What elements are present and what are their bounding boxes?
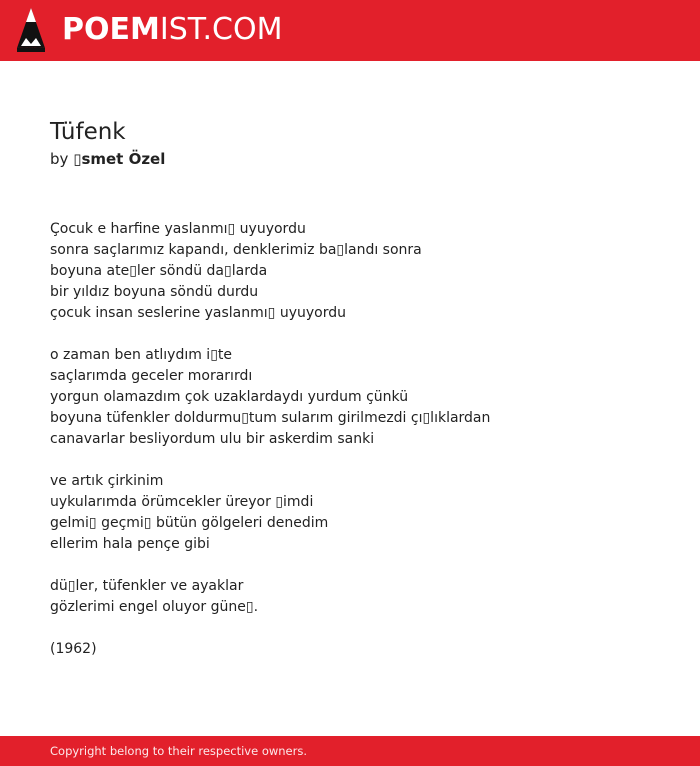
brand-bold: POEM bbox=[62, 12, 160, 47]
site-logo[interactable] bbox=[62, 12, 282, 48]
site-footer bbox=[0, 736, 700, 766]
poem-line: (1962) bbox=[50, 641, 97, 657]
poem-line: uykularımda örümcekler üreyor ▯imdi bbox=[50, 494, 314, 510]
poem-title: Tüfenk bbox=[50, 119, 126, 145]
stanza bbox=[50, 219, 670, 324]
poem-line: Çocuk e harfine yaslanmı▯ uyuyordu bbox=[50, 221, 306, 237]
copyright-text: Copyright belong to their respective owners. bbox=[50, 744, 308, 758]
poem-line: dü▯ler, tüfenkler ve ayaklar bbox=[50, 578, 244, 594]
site-header bbox=[0, 0, 700, 61]
author-name[interactable]: ▯smet Özel bbox=[73, 150, 166, 168]
poem-line: yorgun olamazdım çok uzaklardaydı yurdum çünkü bbox=[50, 389, 409, 405]
pencil-tip-icon[interactable] bbox=[17, 8, 45, 52]
poem-content bbox=[50, 118, 670, 681]
poem-line: ellerim hala pençe gibi bbox=[50, 536, 210, 552]
poem-line: saçlarımda geceler morarırdı bbox=[50, 368, 253, 384]
poem-line: ve artık çirkinim bbox=[50, 473, 164, 489]
poem-line: çocuk insan seslerine yaslanmı▯ uyuyordu bbox=[50, 305, 346, 321]
stanza bbox=[50, 345, 670, 450]
poem-line: canavarlar besliyordum ulu bir askerdim sanki bbox=[50, 431, 375, 447]
poem-line: gözlerimi engel oluyor güne▯. bbox=[50, 599, 259, 615]
poem-byline bbox=[50, 149, 670, 169]
poem-line: bir yıldız boyuna söndü durdu bbox=[50, 284, 259, 300]
poem-line: boyuna tüfenkler doldurmu▯tum sularım girilmezdi çı▯lıklardan bbox=[50, 410, 491, 426]
by-label: by bbox=[50, 150, 69, 168]
poem-body bbox=[50, 219, 670, 660]
stanza bbox=[50, 471, 670, 555]
poem-date bbox=[50, 639, 670, 660]
poem-line: o zaman ben atlıydım i▯te bbox=[50, 347, 232, 363]
poem-line: gelmi▯ geçmi▯ bütün gölgeleri denedim bbox=[50, 515, 329, 531]
brand-light: IST.COM bbox=[159, 12, 283, 47]
poem-line: boyuna ate▯ler söndü da▯larda bbox=[50, 263, 268, 279]
poem-line: sonra saçlarımız kapandı, denklerimiz ba▯landı sonra bbox=[50, 242, 422, 258]
stanza bbox=[50, 576, 670, 618]
